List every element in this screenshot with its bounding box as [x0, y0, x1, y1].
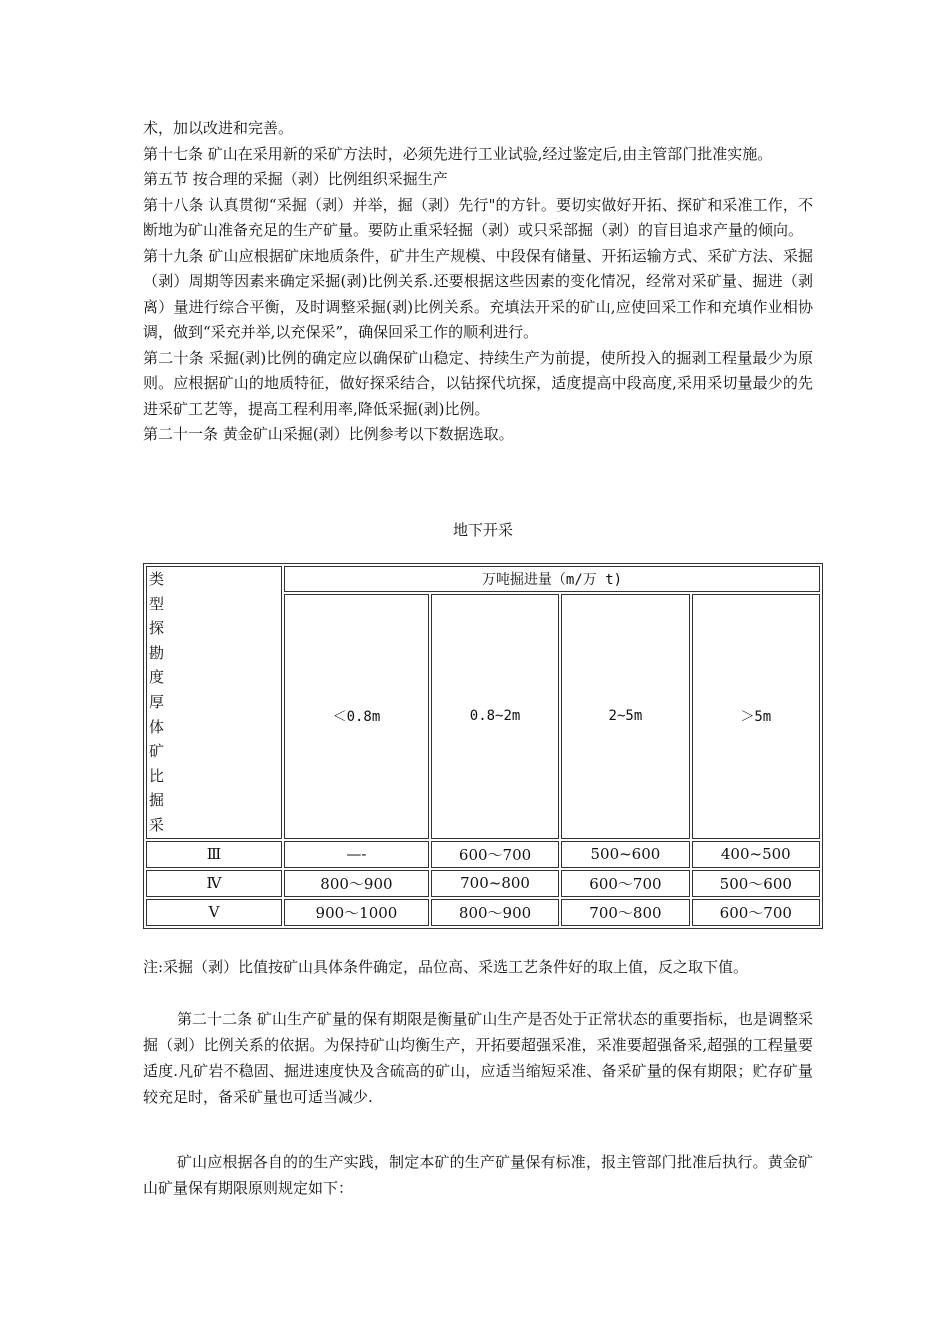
- paragraph-article-19: 第十九条 矿山应根据矿床地质条件，矿井生产规模、中段保有储量、开拓运输方式、采矿方法、采掘（剥）周期等因素来确定采掘(剥)比例关系.还要根据这些因素的变化情况，经常对采矿量、掘进（剥离）量进行综合平衡，及时调整采掘(剥)比例关系。充填法开采的矿山,应使回采工作和充填作业相协调，做到“采充并举,以充保采”，确保回采工作的顺利进行。: [143, 246, 813, 341]
- section-heading: 第五节 按合理的采掘（剥）比例组织采掘生产: [143, 170, 448, 188]
- table-cell: —-: [284, 841, 429, 868]
- table-cell: 500～600: [692, 870, 820, 897]
- column-header: 2~5m: [561, 594, 689, 839]
- corner-char: 掘: [149, 791, 165, 810]
- table-cell: 800～900: [284, 870, 429, 897]
- column-header: ＞5m: [692, 594, 820, 839]
- body-text: [143, 116, 813, 448]
- table-cell: 600～700: [692, 899, 820, 926]
- column-header: 0.8~2m: [431, 594, 559, 839]
- table-cell: 700~800: [431, 870, 559, 897]
- table-header-row: [146, 566, 820, 592]
- paragraph: 术，加以改进和完善。: [143, 119, 294, 137]
- table-row: [146, 870, 820, 897]
- table-cell: 600～700: [561, 870, 689, 897]
- table-row: [146, 841, 820, 868]
- table-cell: 900～1000: [284, 899, 429, 926]
- paragraph-article-22: 第二十二条 矿山生产矿量的保有期限是衡量矿山生产是否处于正常状态的重要指标，也是调整采掘（剥）比例关系的依据。为保持矿山均衡生产，开拓要超强采准，采准要超强备采,超强的工程量要适度.凡矿岩不稳固、掘进速度快及含硫高的矿山，应适当缩短采准、备采矿量的保有期限；贮存矿量较充足时，备采矿量也可适当减少.: [143, 1010, 813, 1106]
- mining-ratio-table: [143, 563, 823, 929]
- corner-char: 度: [149, 668, 165, 687]
- corner-char: 体: [149, 717, 165, 736]
- corner-char: 型: [149, 594, 165, 613]
- paragraph-article-17: 第十七条 矿山在采用新的采矿方法时，必须先进行工业试验,经过鉴定后,由主管部门批准实施。: [143, 144, 773, 163]
- table-cell: 500~600: [561, 841, 689, 868]
- table-note: 注:采掘（剥）比值按矿山具体条件确定，品位高、采选工艺条件好的取上值，反之取下值。: [143, 958, 749, 976]
- paragraph-final: 矿山应根据各自的的生产实践，制定本矿的生产矿量保有标准，报主管部门批准后执行。黄金矿山矿量保有期限原则规定如下：: [143, 1153, 813, 1197]
- table-cell: 800～900: [431, 899, 559, 926]
- paragraph-article-18: 第十八条 认真贯彻“采掘（剥）并举，掘（剥）先行"的方针。要切实做好开拓、探矿和采准工作，不断地为矿山准备充足的生产矿量。要防止重采轻掘（剥）或只采部掘（剥）的盲目追求产量的倾向。: [143, 195, 813, 239]
- paragraph-article-20: 第二十条 采掘(剥)比例的确定应以确保矿山稳定、持续生产为前提，使所投入的掘剥工程量最少为原则。应根据矿山的地质特征，做好探采结合，以钻探代坑探，适度提高中段高度,采用采切量最少的先进采矿工艺等，提高工程利用率,降低采掘(剥)比例。: [143, 348, 813, 418]
- table-corner-header: [146, 566, 282, 839]
- corner-char: 矿: [149, 742, 165, 761]
- corner-char: 比: [149, 766, 165, 785]
- row-type: Ⅲ: [146, 841, 282, 868]
- paragraph-article-21: 第二十一条 黄金矿山采掘(剥）比例参考以下数据选取。: [143, 425, 514, 443]
- corner-char: 勘: [149, 643, 165, 662]
- table-cell: 700～800: [561, 899, 689, 926]
- corner-char: 类: [149, 570, 165, 588]
- group-header: 万吨掘进量（m/万 t): [284, 566, 820, 592]
- corner-char: 厚: [149, 692, 165, 711]
- corner-char: 探: [149, 619, 165, 638]
- row-type: Ⅴ: [146, 899, 282, 926]
- table-title: 地下开采: [452, 521, 513, 539]
- table-cell: 400~500: [692, 841, 820, 868]
- column-header: ＜0.8m: [284, 594, 429, 839]
- corner-char: 采: [149, 815, 165, 834]
- table-cell: 600～700: [431, 841, 559, 868]
- row-type: Ⅳ: [146, 870, 282, 897]
- table-row: [146, 899, 820, 926]
